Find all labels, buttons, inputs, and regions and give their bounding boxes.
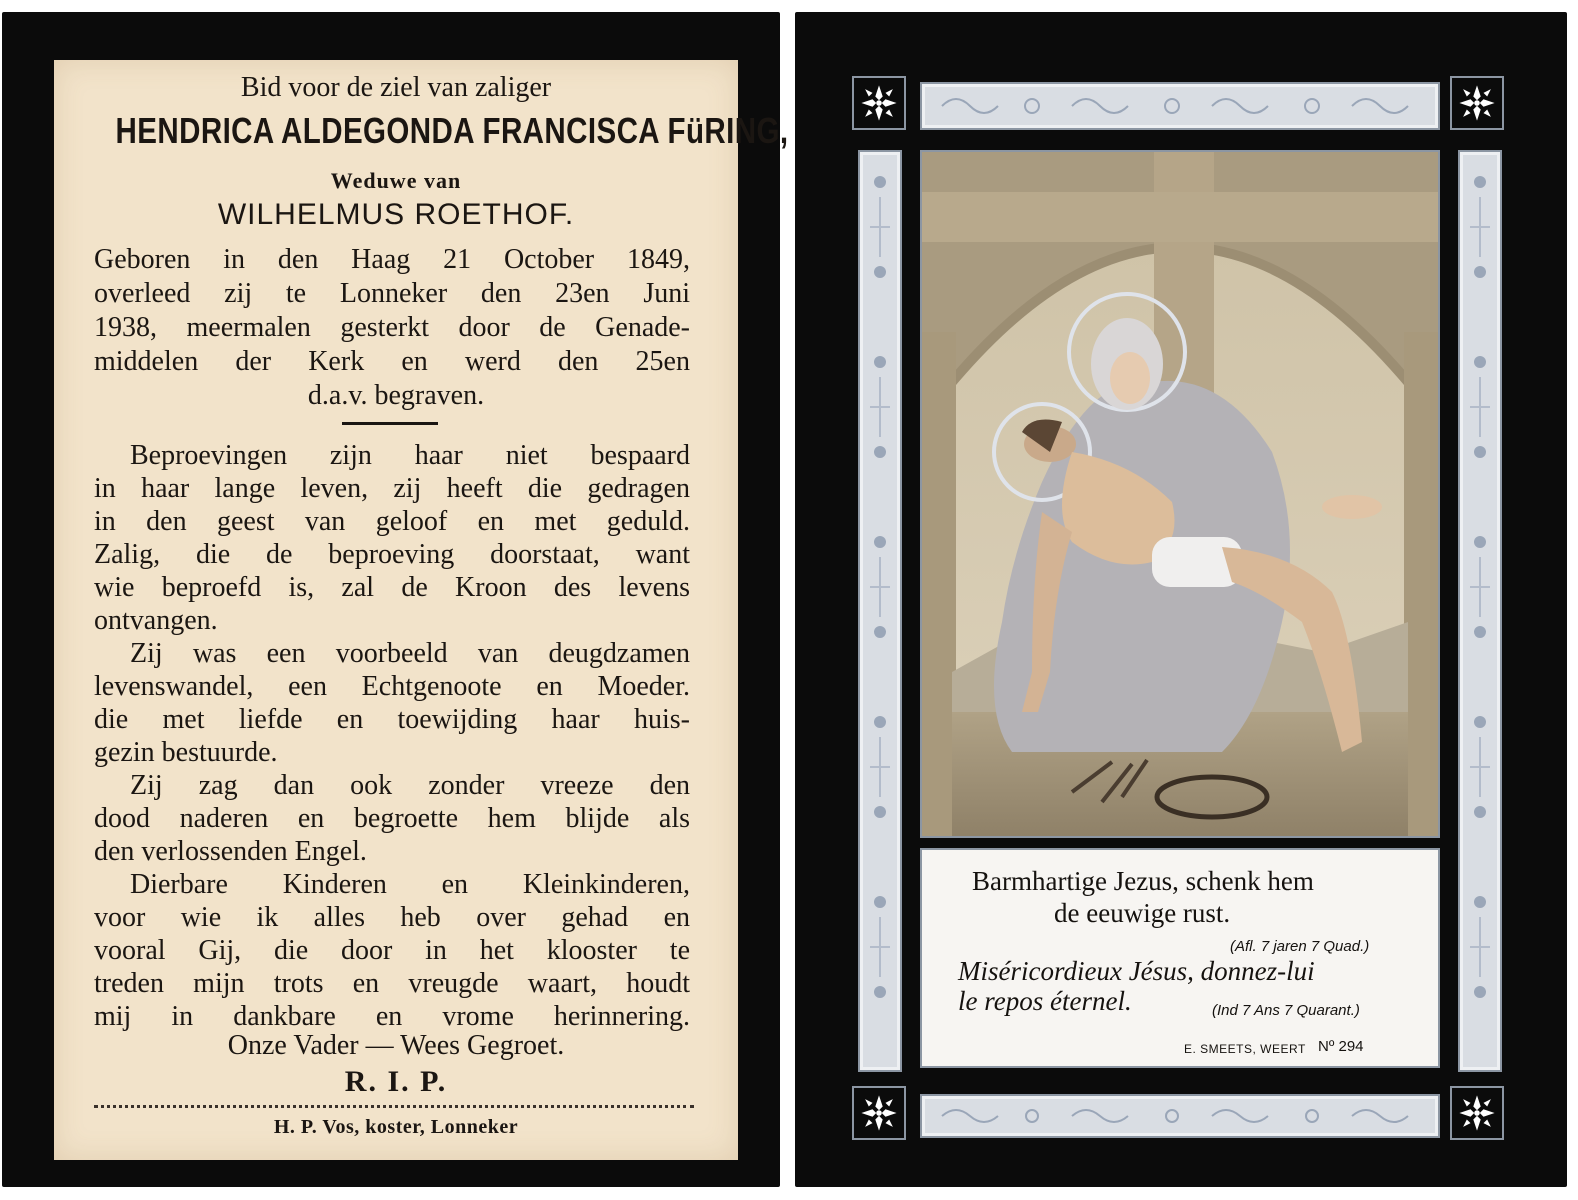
prayer-caption [920,848,1440,1068]
text-line: die met liefde en toewijding haar huis- [94,704,690,735]
biography-line: d.a.v. begraven. [307,380,485,411]
corner-rosette-icon [852,76,906,130]
widow-of-label: Weduwe van [330,168,462,193]
text-line: den verlossenden Engel. [94,836,367,867]
biography-line: Geboren in den Haag 21 October 1849, [94,244,690,275]
text-line: treden mijn trots en vreugde waart, houdt [94,968,690,999]
corner-rosette-icon [1450,1086,1504,1140]
text-line: vooral Gij, die door in het klooster te [94,935,690,966]
caption-dutch-line: de eeuwige rust. [1054,898,1231,928]
card-paper [54,60,789,1160]
printer-credit: H. P. Vos, koster, Lonneker [273,1116,519,1138]
intro-line: Bid voor de ziel van zaliger [240,72,552,103]
text-line: ontvangen. [94,605,218,636]
text-line: voor wie ik alles heb over gehad en [94,902,690,933]
text-line: Zij zag dan ook zonder vreeze den [130,770,690,801]
publisher-credit: E. SMEETS, WEERT [1184,1042,1306,1056]
caption-dutch-line: Barmhartige Jezus, schenk hem [972,866,1314,896]
card-number: Nº 294 [1318,1038,1364,1055]
ornamental-frame [840,64,1520,1149]
memorial-card-image-side [795,12,1567,1187]
dotted-divider [94,1105,694,1108]
text-line: in haar lange leven, zij heeft die gedragen [94,473,690,504]
right-ornament-strip [1458,150,1502,1072]
prayer-line: Onze Vader — Wees Gegroet. [227,1030,565,1061]
bottom-ornament-strip [920,1094,1440,1138]
caption-french-line: Miséricordieux Jésus, donnez-lui [958,956,1315,986]
text-line: wie beproefd is, zal de Kroon des levens [94,572,690,603]
corner-rosette-icon [852,1086,906,1140]
ornament-pattern-icon [1460,152,1500,1070]
pieta-image [922,152,1438,836]
text-line: in den geest van geloof en met geduld. [94,506,690,537]
biography-line: middelen der Kerk en werd den 25en [94,346,690,377]
caption-french-line: le repos éternel. [958,986,1132,1016]
top-ornament-strip [920,82,1440,130]
deceased-name: HENDRICA ALDEGONDA FRANCISCA FüRING, [115,110,789,151]
text-line: Beproevingen zijn haar niet bespaard [130,440,690,471]
biography-line: 1938, meermalen gesterkt door de Genade- [94,312,690,343]
text-line: Zalig, die de beproeving doorstaat, want [94,539,690,570]
indulgence-note: (Afl. 7 jaren 7 Quad.) [1230,938,1370,955]
text-line: Dierbare Kinderen en Kleinkinderen, [130,869,690,900]
rip-line: R. I. P. [344,1065,448,1098]
divider [342,422,438,425]
ornament-pattern-icon [860,152,900,1070]
text-line: Zij was een voorbeeld van deugdzamen [130,638,690,669]
text-line: mij in dankbare en vrome herinnering. [94,1001,690,1032]
memorial-card-text-side [2,12,789,1187]
husband-name: WILHELMUS ROETHOF. [217,198,575,231]
pieta-illustration [920,150,1440,838]
text-line: gezin bestuurde. [94,737,278,768]
left-ornament-strip [858,150,902,1072]
text-line: dood naderen en begroette hem blijde als [94,803,690,834]
indulgence-note: (Ind 7 Ans 7 Quarant.) [1212,1002,1360,1019]
biography-line: overleed zij te Lonneker den 23en Juni [94,278,690,309]
corner-rosette-icon [1450,76,1504,130]
ornament-pattern-icon [922,84,1438,128]
text-line: levenswandel, een Echtgenoote en Moeder. [94,671,690,702]
ornament-pattern-icon [922,1096,1438,1136]
